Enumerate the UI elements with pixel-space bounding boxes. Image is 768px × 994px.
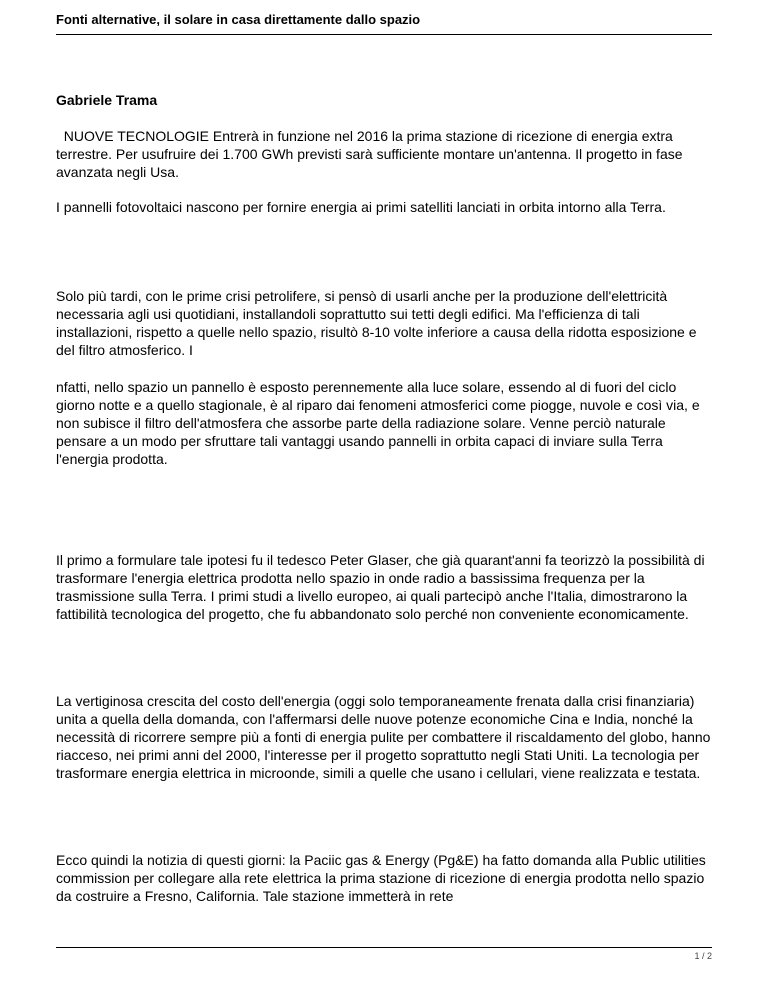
article-author: Gabriele Trama <box>56 92 158 108</box>
article-paragraph: Solo più tardi, con le prime crisi petrolifere, si pensò di usarli anche per la produzione dell'elettricità necessaria agli usi quotidiani, installandoli soprattutto sui tetti degli edifici. Ma l'efficienza di tali installazioni, rispetto a quelle nello spazio, risultò 8-10 volte inferiore a causa della ridotta esposizione e del filtro atmosferico. I <box>56 288 697 358</box>
article-paragraph: Il primo a formulare tale ipotesi fu il tedesco Peter Glaser, che già quarant'anni fa teorizzò la possibilità di trasformare l'energia elettrica prodotta nello spazio in onde radio a bassissima frequenza per la trasmissione sulla Terra. I primi studi a livello europeo, ai quali partecipò anche l'Italia, dimostrarono la fattibilità tecnologica del progetto, che fu abbandonato solo perché non conveniente economicamente. <box>56 552 705 622</box>
article-paragraph: La vertiginosa crescita del costo dell'energia (oggi solo temporaneamente frenata dalla crisi finanziaria) unita a quella della domanda, con l'affermarsi delle nuove potenze economiche Cina e India, nonché la necessità di ricorrere sempre più a fonti di energia pulite per combattere il riscaldamento del globo, hanno riacceso, nei primi anni del 2000, l'interesse per il progetto soprattutto negli Stati Uniti. La tecnologia per trasformare energia elettrica in microonde, simili a quelle che usano i cellulari, viene realizzata e testata. <box>56 693 711 781</box>
header-divider <box>56 34 712 35</box>
article-paragraph-lead: NUOVE TECNOLOGIE Entrerà in funzione nel 2016 la prima stazione di ricezione di energia extra terrestre. Per usufruire dei 1.700 GWh previsti sarà sufficiente montare un'antenna. Il progetto in fase avanzata negli Usa. <box>56 128 687 180</box>
footer-divider <box>56 947 712 948</box>
page-header-title: Fonti alternative, il solare in casa direttamente dallo spazio <box>56 12 421 27</box>
article-paragraph: nfatti, nello spazio un pannello è esposto perennemente alla luce solare, essendo al di fuori del ciclo giorno notte e a quello stagionale, è al riparo dai fenomeni atmosferici come piogge, nuvole e così via, e non subisce il filtro dell'atmosfera che assorbe parte della radiazione solare. Venne perciò naturale pensare a un modo per sfruttare tali vantaggi usando pannelli in orbita capaci di inviare sulla Terra l'energia prodotta. <box>56 379 700 467</box>
article-paragraph: Ecco quindi la notizia di questi giorni: la Paciic gas & Energy (Pg&E) ha fatto domanda alla Public utilities commission per collegare alla rete elettrica la prima stazione di ricezione di energia prodotta nello spazio da costruire a Fresno, California. Tale stazione immetterà in rete <box>56 852 706 904</box>
article-paragraph: I pannelli fotovoltaici nascono per fornire energia ai primi satelliti lanciati in orbita intorno alla Terra. <box>56 199 666 215</box>
page-number: 1 / 2 <box>694 951 712 961</box>
